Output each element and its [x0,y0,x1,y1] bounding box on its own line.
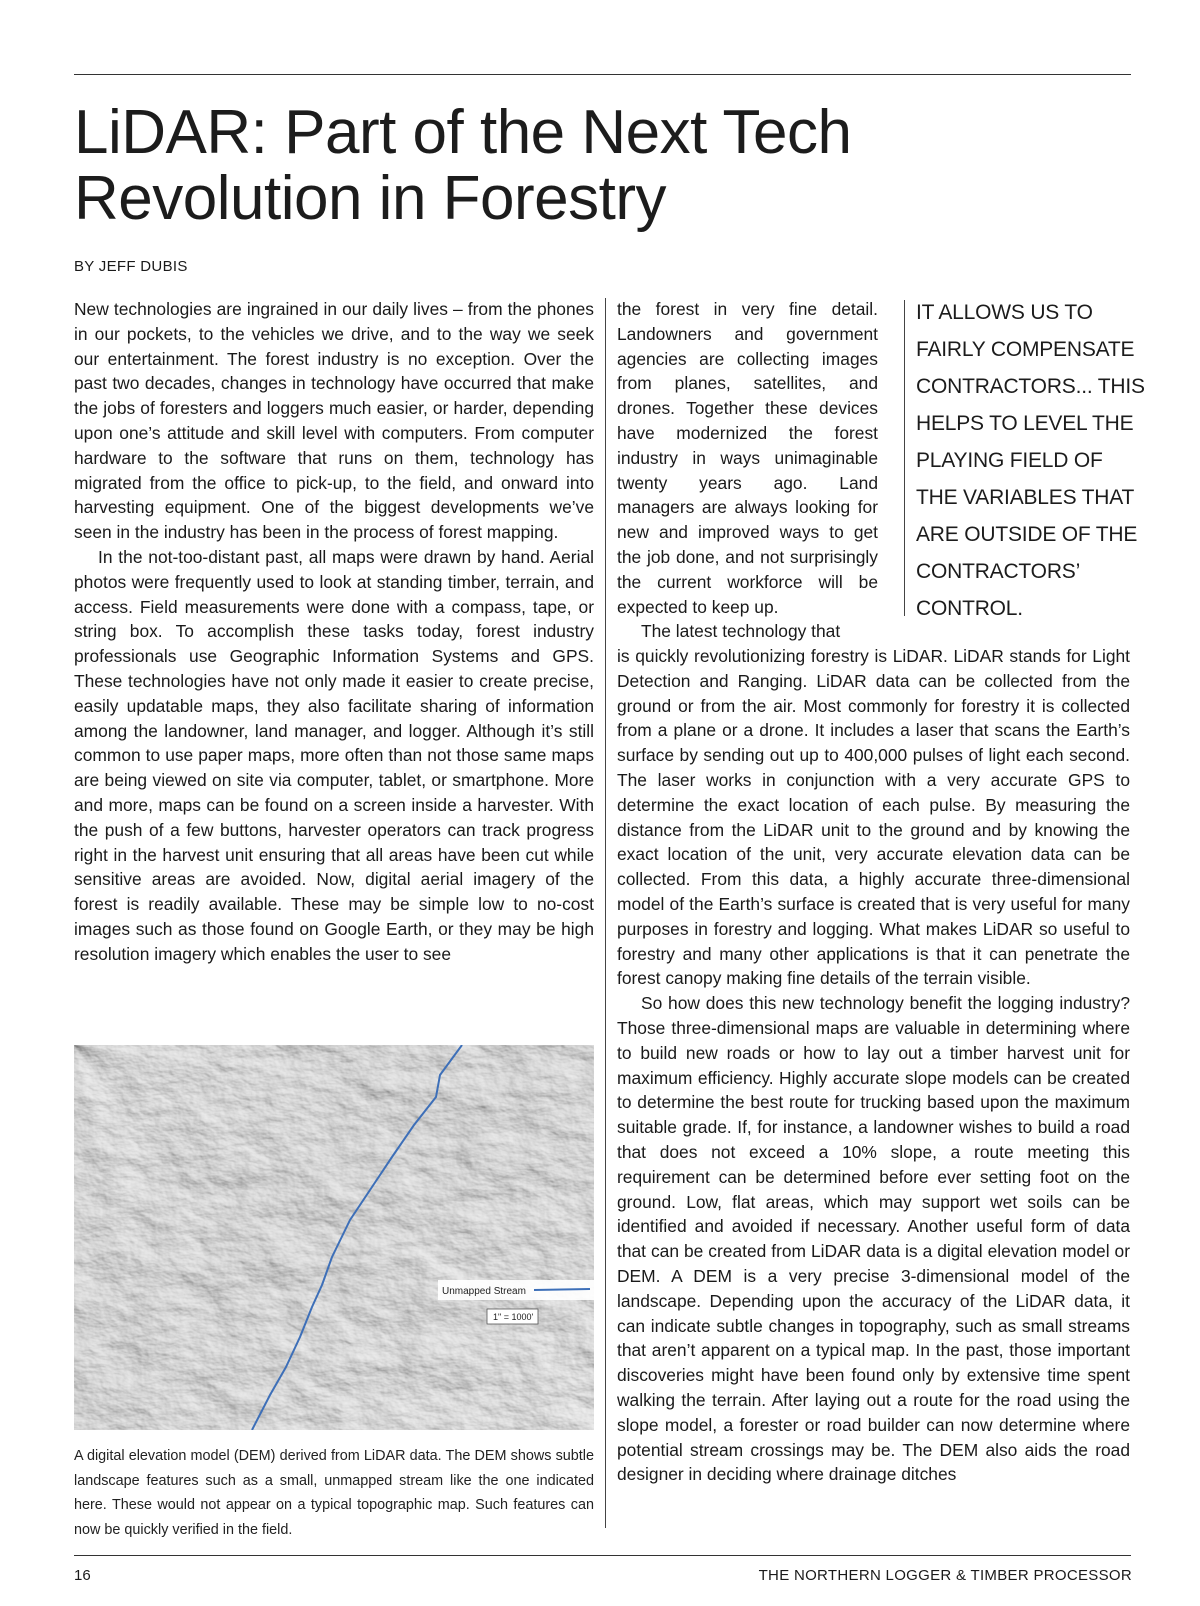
legend-label: Unmapped Stream [442,1286,526,1297]
pull-quote-bar [904,300,905,616]
left-column [74,297,594,967]
article-title: LiDAR: Part of the Next Tech Revolution in Forestry [74,98,852,233]
legend-stream-swatch [534,1289,590,1290]
publication-name: THE NORTHERN LOGGER & TIMBER PROCESSOR [758,1567,1132,1584]
body-paragraph: In the not-too-distant past, all maps were drawn by hand. Aerial photos were frequently used to look at standing timber, terrain, and access. Field measurements were done with a compass, tape, or string box. To accomplish these tasks today, forest industry professionals use Geographic Information Systems and GPS. These technologies have not only made it easier to create precise, easily updatable maps, they also facilitate sharing of information among the landowner, land manager, and logger. Although it’s still common to use paper maps, more often than not those same maps are being viewed on site via computer, tablet, or smartphone. More and more, maps can be found on a screen inside a harvester. With the push of a few buttons, harvester operators can track progress right in the harvest unit ensuring that all areas have been cut while sensitive areas are avoided. Now, digital aerial imagery of the forest is readily available. These may be simple low to no-cost images such as those found on Google Earth, or they may be high resolution imagery which enables the user to see [74,546,594,964]
body-paragraph: So how does this new technology benefit the logging industry? Those three-dimensional maps are valuable in determining where to build new roads or how to lay out a timber harvest unit for maximum efficiency. Highly accurate slope models can be created to determine the best route for trucking based upon the maximum suitable grade. If, for instance, a landowner wishes to build a road that does not exceed a 10% slope, a route meeting this requirement can be determined before ever setting foot on the ground. Low, flat areas, which may support wet soils can be identified and avoided if necessary. Another useful form of data that can be created from LiDAR data is a digital elevation model or DEM. A DEM is a very precise 3-dimensional model of the landscape. Depending upon the accuracy of the LiDAR data, it can indicate subtle changes in topography, such as small streams that aren’t apparent on a typical map. In the past, those important discoveries might have been found only by extensive time spent walking the terrain. After laying out a route for the road using the slope model, a forester or road builder can now determine where potential stream crossings may be. The DEM also aids the road designer in deciding where drainage ditches [617,993,1130,1485]
bottom-rule [74,1555,1131,1556]
dem-image [74,1045,594,1430]
scale-label: 1" = 1000' [493,1312,534,1322]
top-rule [74,74,1131,75]
pull-quote: IT ALLOWS US TO FAIRLY COMPENSATE CONTRACTORS... THIS HELPS TO LEVEL THE PLAYING FIELD OF THE VARIABLES THAT ARE OUTSIDE OF THE CONTRACTORS’ CONTROL. [916,301,1145,620]
byline: BY JEFF DUBIS [74,258,188,275]
middle-column [617,297,878,644]
figure-caption: A digital elevation model (DEM) derived from LiDAR data. The DEM shows subtle landscape features such as a small, unmapped stream like the one indicated here. These would not appear on a typical topographic map. Such features can now be quickly verified in the field. [74,1448,594,1538]
body-paragraph-start: The latest technology that [641,621,841,642]
body-paragraph: is quickly revolutionizing forestry is LiDAR. LiDAR stands for Light Detection and Ranging. LiDAR data can be collected from the ground or from the air. Most commonly for forestry it is collected from a plane or a drone. It includes a laser that scans the Earth’s surface by sending out up to 400,000 pulses of light each second. The laser works in conjunction with a very accurate GPS to determine the exact location of each pulse. By measuring the distance from the LiDAR unit to the ground and by knowing the exact location of the unit, very accurate elevation data can be collected. From this data, a highly accurate three-dimensional model of the Earth’s surface is created that is very useful for many purposes in forestry and logging. What makes LiDAR so useful to forestry and many other applications is that it can penetrate the forest canopy making fine details of the terrain visible. [617,646,1130,989]
dem-figure [74,1045,594,1430]
page-number: 16 [74,1567,91,1584]
right-column [617,644,1130,1487]
body-paragraph: the forest in very fine detail. Landowners and government agencies are collecting images from planes, satellites, and drones. Together these devices have modernized the forest industry in ways unimaginable twenty years ago. Land managers are always looking for new and improved ways to get the job done, and not surprisingly the current workforce will be expected to keep up. [617,299,878,617]
column-divider [605,298,606,1528]
body-paragraph: New technologies are ingrained in our daily lives – from the phones in our pockets, to the vehicles we drive, and to the way we seek our entertainment. The forest industry is no exception. Over the past two decades, changes in technology have occurred that make the jobs of foresters and loggers much easier, or harder, depending upon one’s attitude and skill level with computers. From computer hardware to the software that runs on them, technology has migrated from the office to pick-up, to the field, and onward into harvesting equipment. One of the biggest developments we’ve seen in the industry has been in the process of forest mapping. [74,299,594,543]
